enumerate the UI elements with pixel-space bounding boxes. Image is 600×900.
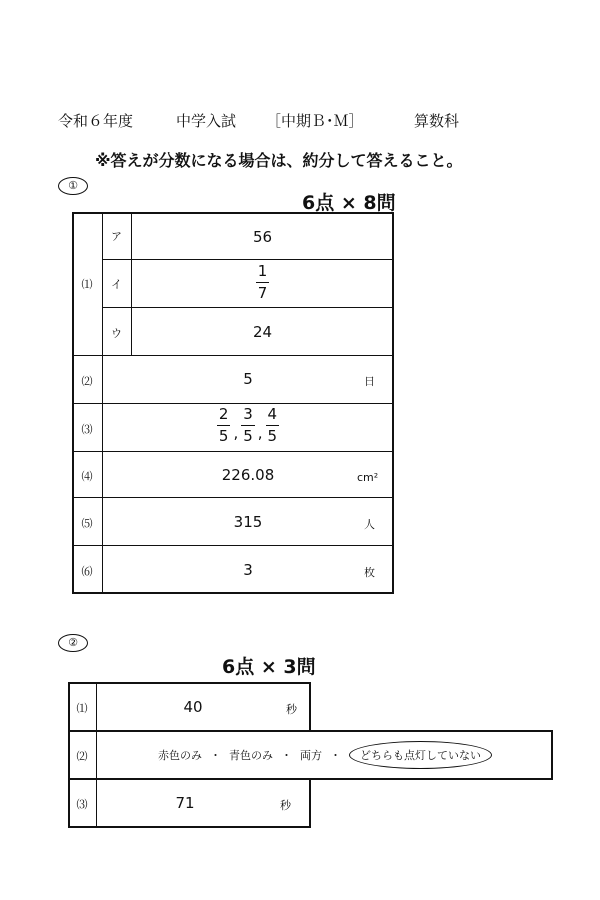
s2-q1-label: ⑴ [76,702,88,715]
s2-q3-unit: 秒 [280,799,291,812]
s1-q5-unit: 人 [364,518,375,531]
option-both: 両方 [300,749,322,762]
s1-q2-label: ⑵ [81,375,93,388]
fraction-numerator: 4 [266,407,280,426]
option-separator: ・ [210,749,221,762]
s1-q2-answer: 5 [243,370,253,388]
s1-q4-label: ⑷ [81,470,93,483]
option-separator: ・ [330,749,341,762]
s1-q4-unit: cm² [357,471,379,484]
fraction [217,407,231,444]
s1-q1-label: ⑴ [81,278,93,291]
fraction-separator: , [257,424,263,442]
s1-q5-answer: 315 [233,513,263,531]
fraction-instruction-note: ※答えが分数になる場合は、約分して答えること。 [95,151,463,170]
fraction-denominator: 7 [257,284,268,302]
s1-q1-sub-u: ウ [111,327,122,340]
s1-q6-answer: 3 [243,561,253,579]
fraction-denominator: 5 [267,427,278,445]
s1-q1-sub-a: ア [111,230,122,243]
s1-q6-label: ⑹ [81,565,93,578]
fraction [256,264,270,301]
fraction-numerator: 3 [241,407,255,426]
s1-q2-unit: 日 [364,375,375,388]
fraction-separator: , [233,424,239,442]
section-1-points: 6点 × 8問 [302,192,396,214]
s2-q3-answer: 71 [175,794,195,812]
s2-q3-label: ⑶ [76,798,88,811]
fraction [241,407,255,444]
s1-q1i-answer [131,264,394,301]
section-2-number: ② [58,634,88,652]
option-blue-only: 青色のみ [229,749,273,762]
s1-q1u-answer: 24 [252,323,273,341]
s1-q1-sub-i: イ [111,278,122,291]
s1-q3-answer [102,407,394,444]
exam-subject: 算数科 [414,112,460,130]
exam-session: ［中期Ｂ･Ｍ］ [266,112,364,130]
s2-q1-unit: 秒 [286,703,297,716]
fraction-numerator: 2 [217,407,231,426]
s1-q4-answer: 226.08 [221,466,275,484]
s1-q6-unit: 枚 [364,566,375,579]
s2-q2-label: ⑵ [76,750,88,763]
s1-q5-label: ⑸ [81,517,93,530]
s2-q1-answer: 40 [183,698,203,716]
fraction [266,407,280,444]
s1-q1a-answer: 56 [252,228,273,246]
section-2-points: 6点 × 3問 [222,656,316,678]
section-1-number: ① [58,177,88,195]
fraction-numerator: 1 [256,264,270,283]
option-separator: ・ [281,749,292,762]
fraction-denominator: 5 [218,427,229,445]
s2-q2-options [158,740,492,770]
option-red-only: 赤色のみ [158,749,202,762]
option-neither-selected: どちらも点灯していない [349,741,492,769]
exam-year: 令和６年度 [58,112,134,130]
s1-q3-label: ⑶ [81,423,93,436]
fraction-denominator: 5 [243,427,253,445]
exam-type: 中学入試 [176,112,237,130]
